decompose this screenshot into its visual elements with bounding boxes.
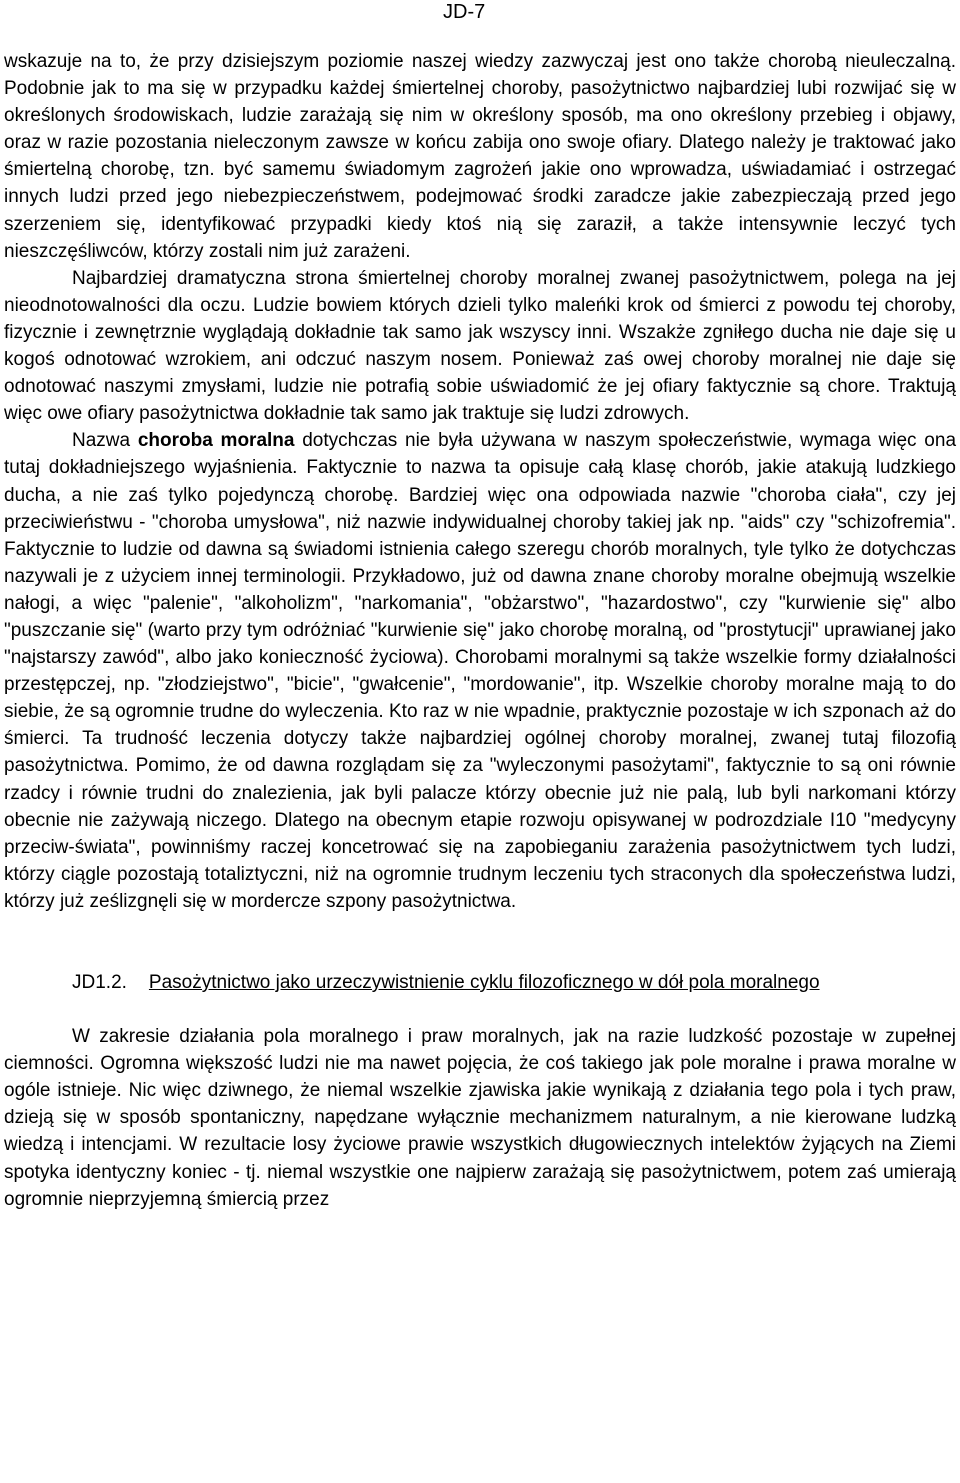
spacer <box>4 915 956 969</box>
paragraph-3-body: dotychczas nie była używana w naszym społeczeństwie, wymaga więc ona tutaj dokładniejszego wyjaśnienia. Faktycznie to nazwa ta opisuje całą klasę chorób, jakie atakują ludzkiego ducha, a nie zaś tylko pojedynczą chorobę. Bardziej więc ona odpowiada nazwie "choroba ciała", czy jej przeciwieństwu - "choroba umysłowa", niż nazwie indywidualnej choroby takiej jak np. "aids" czy "schizofremia". Faktycznie to ludzie od dawna są świadomi istnienia całego szeregu chorób moralnych, tyle tylko że dotychczas nazywali je z użyciem innej terminologii. Przykładowo, już od dawna znane choroby moralne obejmują wszelkie nałogi, a więc "palenie", "alkoholizm", "narkomania", "obżarstwo", "hazardostwo", czy "kurwienie się" albo "puszczanie się" (warto przy tym odróżniać "kurwienie się" jako chorobę moralną, od "prostytucji" uprawianej jako "najstarszy zawód", albo jako konieczność życiowa). Chorobami moralnymi są także wszelkie formy działalności przestępczej, np. "złodziejstwo", "bicie", "gwałcenie", "mordowanie", itp. Wszelkie choroby moralne mają to do siebie, że są ogromnie trudne do wyleczenia. Kto raz w nie wpadnie, praktycznie pozostaje w ich szponach aż do śmierci. Ta trudność leczenia dotyczy także najbardziej ogólnej choroby moralnej, zwanej tutaj filozofią pasożytnictwa. Pomimo, że od dawna rozglądam się za "wyleczonymi pasożytami", faktycznie to są oni równie rzadcy i równie trudni do znalezienia, jak byli palacze którzy obecnie już nie palą, lub byli narkomani którzy obecnie nie zażywają niczego. Dlatego na obecnym etapie rozwoju opisywanej w podrozdziale I10 "medycyny przeciw-świata", powinniśmy raczej koncetrować się na zapobieganiu zarażenia pasożytnictwem tych ludzi, którzy ciągle pozostają totaliztyczni, niż na ogromnie trudnym leczeniu tych straconych dla społeczeństwa ludzi, którzy już ześlizgnęli się w mordercze szpony pasożytnictwa. <box>4 430 957 912</box>
paragraph-2: Najbardziej dramatyczna strona śmiertelnej choroby moralnej zwanej pasożytnictwem, polega na jej nieodnotowalności dla oczu. Ludzie bowiem których dzieli tylko maleńki krok od śmierci z powodu tej choroby, fizycznie i zewnętrznie wyglądają dokładnie tak samo jak wszyscy inni. Wszakże zgniłego ducha nie daje się u kogoś odnotować wzrokiem, ani odczuć naszym nosem. Ponieważ zaś owej choroby moralnej nie daje się odnotować naszymi zmysłami, ludzie nie potrafią sobie uświadomić że jej ofiary faktycznie są chore. Traktują więc owe ofiary pasożytnictwa dokładnie tak samo jak traktuje się ludzi zdrowych. <box>4 267 956 425</box>
paragraph-3-lead: Nazwa <box>72 430 138 452</box>
paragraph-4: W zakresie działania pola moralnego i praw moralnych, jak na razie ludzkość pozostaje w zupełnej ciemności. Ogromna większość ludzi nie ma nawet pojęcia, że coś takiego jak pole moralne i prawa moralne w ogóle istnieje. Nic więc dziwnego, że niemal wszelkie zjawiska jakie wynikają z działania tego pola i tych praw, dzieją się w sposób spontaniczny, napędzane wyłącznie mechanizmem naturalnym, a nie kierowane ludzką wiedzą i intencjami. W rezultacie losy życiowe prawie wszystkich długowiecznych intelektów żyjących na Ziemi spotyka identyczny koniec - tj. niemal wszystkie one najpierw zarażają się pasożytnictwem, potem zaś umierają ogromnie nieprzyjemną śmiercią przez <box>4 1026 956 1210</box>
paragraph-3-bold-term: choroba moralna <box>137 430 295 452</box>
section-heading <box>4 969 956 996</box>
section-number: JD1.2. <box>72 972 127 993</box>
spacer <box>4 996 956 1023</box>
section-title: Pasożytnictwo jako urzeczywistnienie cyklu filozoficznego w dół pola moralnego <box>148 972 820 993</box>
paragraph-3 <box>4 427 956 915</box>
page-number: JD-7 <box>443 1 486 23</box>
paragraph-1: wskazuje na to, że przy dzisiejszym poziomie naszej wiedzy zazwyczaj jest ono także chorobą nieuleczalną. Podobnie jak to ma się w przypadku każdej śmiertelnej choroby, pasożytnictwo najbardziej lubi rozwijać się w określonych środowiskach, ludzie zarażają się nim w określony sposób, ma ono określony przebieg i objawy, oraz w razie pozostania nieleczonym zawsze w końcu zabija ono swoje ofiary. Dlatego należy je traktować jako śmiertelną chorobę, tzn. być samemu świadomym zagrożeń jakie ono wprowadza, uświadamiać i ostrzegać innych ludzi przed jego niebezpieczeństwem, podejmować środki zaradcze jakie zabezpieczają przed jego szerzeniem się, identyfikować przypadki kiedy ktoś nią się zaraził, a także intensywnie leczyć tych nieszczęśliwców, którzy zostali nim już zarażeni. <box>4 51 956 262</box>
document-body <box>4 48 956 1213</box>
